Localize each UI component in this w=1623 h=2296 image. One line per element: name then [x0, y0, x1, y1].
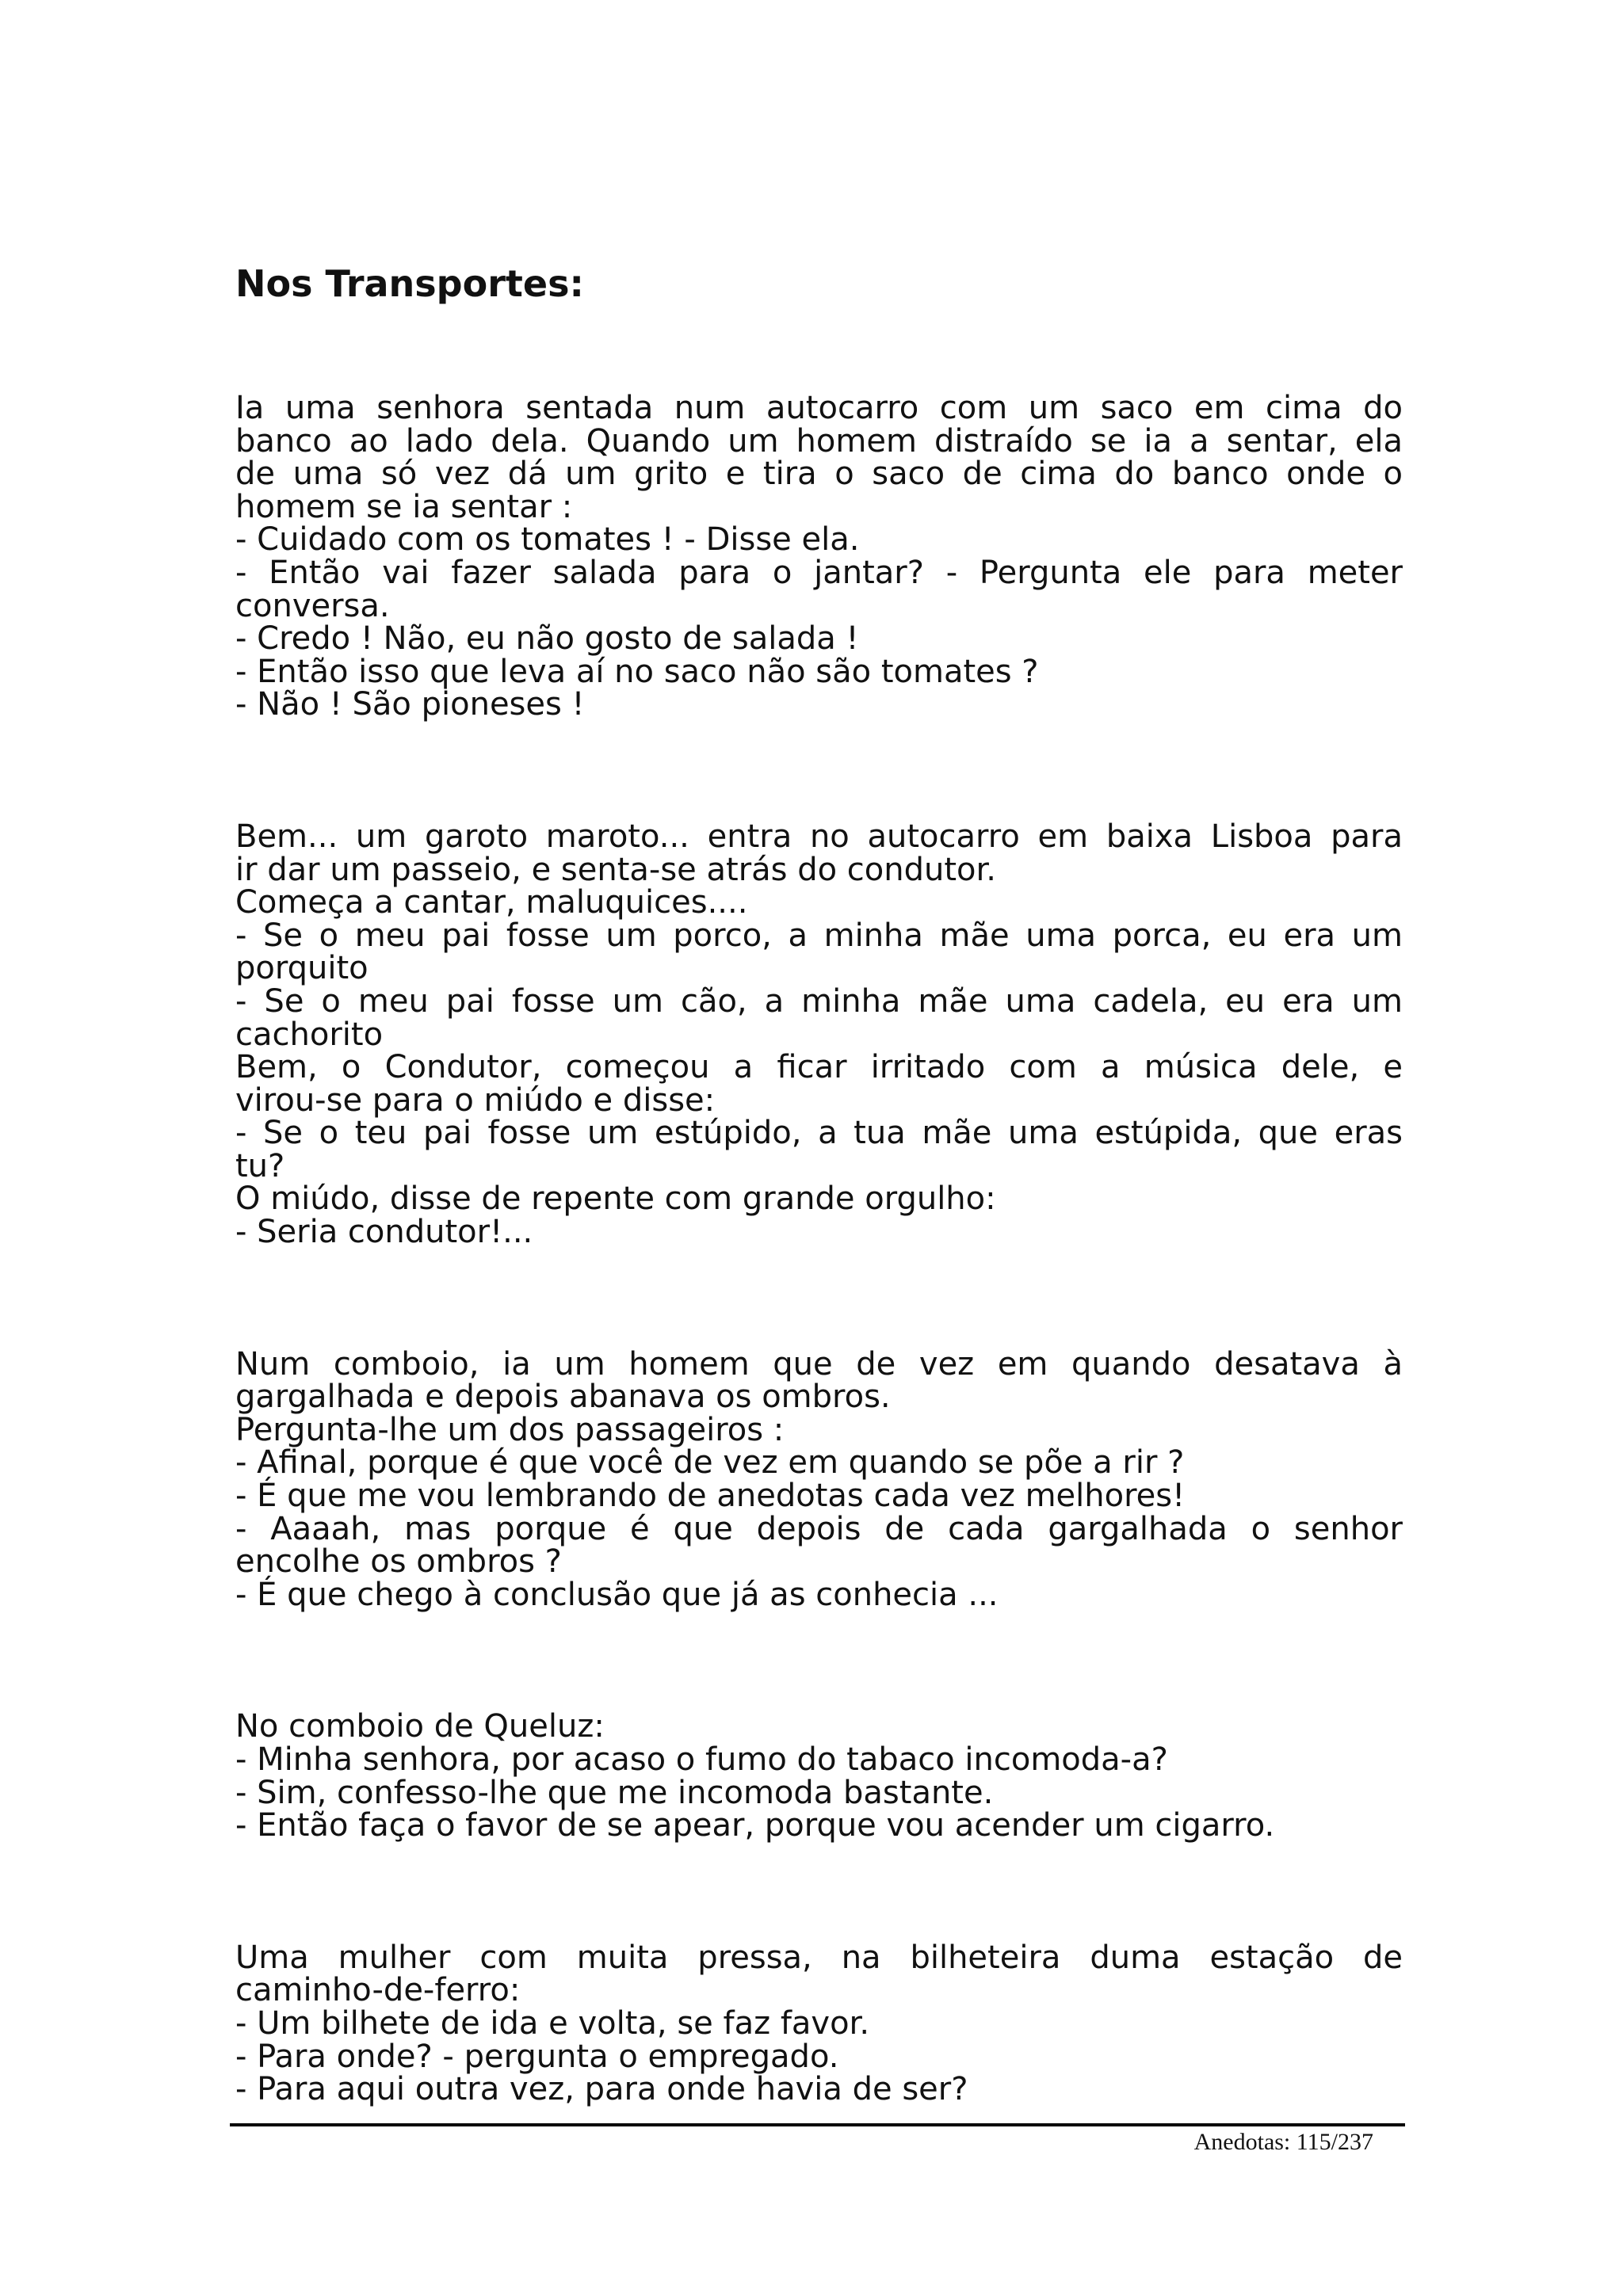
- joke-line: - Então faça o favor de se apear, porque vou acender um cigarro.: [235, 1807, 1275, 1844]
- joke-line: - Se o meu pai fosse um porco, a minha mãe uma porca, eu era um: [235, 917, 1403, 954]
- page-number: Anedotas: 115/237: [1193, 2129, 1373, 2155]
- document-body: [235, 392, 1403, 2206]
- joke-block: [235, 392, 1403, 722]
- joke-block: [235, 1939, 1403, 2108]
- joke-line: - Seria condutor!...: [235, 1214, 533, 1251]
- joke-line: O miúdo, disse de repente com grande orgulho:: [235, 1180, 996, 1218]
- joke-line: Bem, o Condutor, começou a ficar irritado com a música dele, e: [235, 1049, 1403, 1086]
- joke-line: Num comboio, ia um homem que de vez em quando desatava à: [235, 1345, 1403, 1383]
- joke-line: Começa a cantar, maluquices....: [235, 884, 748, 921]
- joke-block: [235, 1708, 1403, 1844]
- joke-line: - Não ! São pioneses !: [235, 686, 585, 723]
- joke-line: - Minha senhora, por acaso o fumo do tabaco incomoda-a?: [235, 1741, 1168, 1778]
- joke-line: Ia uma senhora sentada num autocarro com um saco em cima do: [235, 390, 1403, 426]
- joke-line: - Aaaah, mas porque é que depois de cada gargalhada o senhor: [235, 1510, 1403, 1547]
- page-title: Nos Transportes:: [235, 262, 584, 305]
- joke-line: - Afinal, porque é que você de vez em quando se põe a rir ?: [235, 1444, 1185, 1482]
- joke-block: [235, 818, 1403, 1251]
- joke-line: - Se o teu pai fosse um estúpido, a tua mãe uma estúpida, que eras: [235, 1115, 1403, 1152]
- joke-line: - Para aqui outra vez, para onde havia de ser?: [235, 2071, 968, 2108]
- joke-line: de uma só vez dá um grito e tira o saco de cima do banco onde o: [235, 456, 1403, 493]
- joke-line: gargalhada e depois abanava os ombros.: [235, 1379, 891, 1416]
- joke-line: - É que me vou lembrando de anedotas cada vez melhores!: [235, 1478, 1186, 1515]
- joke-line: - Credo ! Não, eu não gosto de salada !: [235, 620, 859, 658]
- joke-line: - Para onde? - pergunta o empregado.: [235, 2038, 839, 2075]
- joke-line: - Então isso que leva aí no saco não são tomates ?: [235, 653, 1039, 690]
- joke-line: Bem... um garoto maroto... entra no autocarro em baixa Lisboa para: [235, 818, 1403, 855]
- joke-line: - Se o meu pai fosse um cão, a minha mãe uma cadela, eu era um: [235, 982, 1403, 1020]
- joke-line: conversa.: [235, 587, 390, 624]
- joke-line: - Cuidado com os tomates ! - Disse ela.: [235, 521, 860, 559]
- joke-line: homem se ia sentar :: [235, 488, 573, 525]
- joke-line: Uma mulher com muita pressa, na bilheteira duma estação de: [235, 1939, 1403, 1976]
- joke-line: - Sim, confesso-lhe que me incomoda bastante.: [235, 1774, 994, 1811]
- footer-divider: [230, 2123, 1405, 2126]
- joke-line: virou-se para o miúdo e disse:: [235, 1081, 716, 1119]
- joke-line: caminho-de-ferro:: [235, 1972, 521, 2009]
- joke-line: encolhe os ombros ?: [235, 1543, 562, 1581]
- joke-line: - É que chego à conclusão que já as conhecia ...: [235, 1576, 999, 1613]
- joke-block: [235, 1345, 1403, 1613]
- joke-line: tu?: [235, 1147, 285, 1184]
- joke-line: - Um bilhete de ida e volta, se faz favor.: [235, 2004, 870, 2042]
- joke-line: cachorito: [235, 1016, 384, 1053]
- joke-line: porquito: [235, 950, 369, 987]
- joke-line: - Então vai fazer salada para o jantar? - Pergunta ele para meter: [235, 554, 1403, 591]
- joke-line: ir dar um passeio, e senta-se atrás do condutor.: [235, 851, 996, 888]
- joke-line: banco ao lado dela. Quando um homem distraído se ia a sentar, ela: [235, 422, 1403, 460]
- joke-line: Pergunta-lhe um dos passageiros :: [235, 1411, 785, 1448]
- joke-line: No comboio de Queluz:: [235, 1708, 605, 1745]
